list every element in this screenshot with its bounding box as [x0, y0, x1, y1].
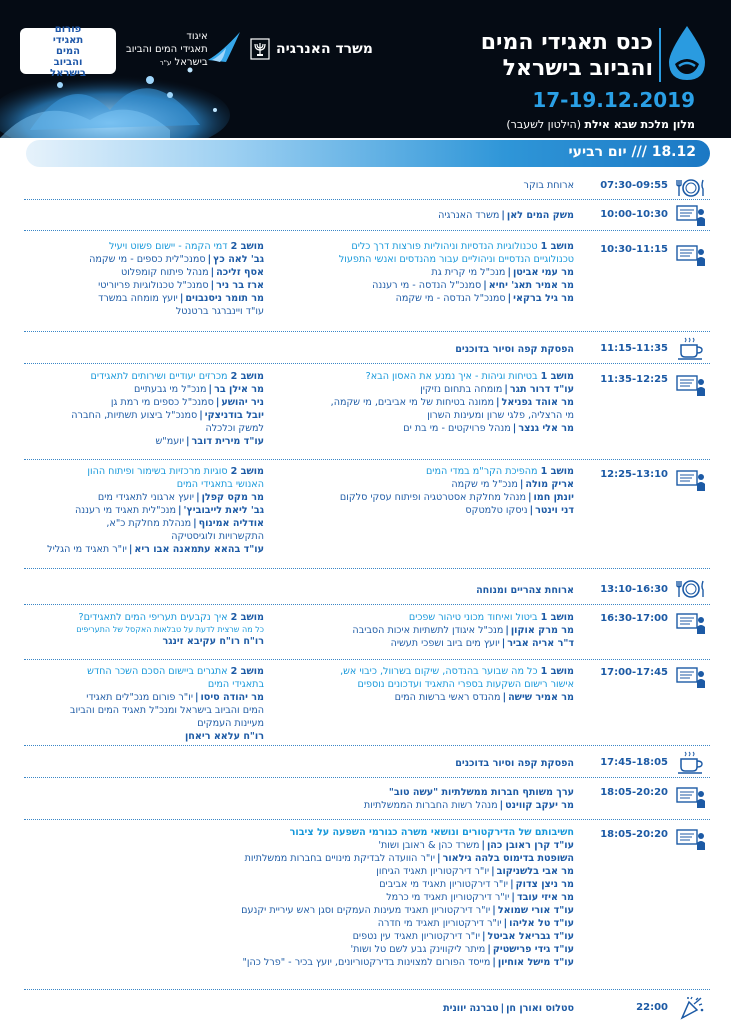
session-topic: סוגיות מרכזיות בשימור ופיתוח ההון	[87, 466, 228, 477]
session-topic: אישור רישום השקעות בספרי התאגיד ועדכונים נוספים	[357, 679, 574, 690]
time-slot: 10:30-11:15	[600, 244, 668, 255]
speaker-name: ד"ר אריה אביר	[507, 638, 574, 649]
schedule-row	[24, 608, 710, 658]
schedule-row	[24, 368, 710, 458]
event-title: סטלוס ואורן חן	[506, 1003, 574, 1014]
schedule-row	[24, 238, 710, 330]
speaker-name: מר אילן בר	[214, 384, 264, 395]
speaker-role: מנהלת מחלקת כ"א,	[106, 518, 192, 529]
speaker-role: מנהל פיתוח קומפלוט	[120, 267, 209, 278]
speaker-name: דני וינטר	[535, 505, 574, 516]
row-divider	[24, 363, 710, 364]
lecture-icon	[676, 204, 706, 228]
day-name: יום רביעי	[568, 144, 627, 160]
speaker-role: ממונה בטיחות של מי אביבים, מי שקמה,	[330, 397, 495, 408]
row-divider	[24, 568, 710, 569]
speaker-name: גב' ליאת לייבוביץ'	[183, 505, 264, 516]
session-topic: טכנולוגיים הנדסיים וניהוליים עבור מהנדסים ואנשי התפעול	[338, 254, 574, 265]
row-divider	[24, 459, 710, 460]
venue-note: (הילטון לשעבר)	[506, 118, 581, 131]
session-1-block: מושב 1 מהפיכת הקר"מ במדי המים אריק מולה|מנכ"ל מי שקמה יונתן חמו|מנהל מחלקת אסטרטגיה ופיתוח עסקי סלקום דני וינטר|ניסקו טלמטקס	[339, 466, 574, 516]
speaker-role: יועמ"ש	[155, 436, 184, 447]
speaker-role: עו"ד ויינברגר ברטנטל	[175, 306, 264, 317]
speaker-name: מר אמיר שישה	[508, 692, 574, 703]
time-slot: 12:25-13:10	[600, 469, 668, 480]
speaker-role: מנהל מחלקת אסטרטגיה ופיתוח עסקי סלקום	[339, 492, 526, 503]
speaker-role: מהנדס ראשי ברשות המים	[394, 692, 501, 703]
speaker-name: עו"ד טל אליהו	[509, 918, 574, 929]
session-number: מושב 1	[540, 612, 574, 623]
agenda-item: ארוחת בוקר	[523, 180, 574, 191]
day-header-bar	[26, 140, 710, 167]
schedule-row: 18:05-20:20 ערך משותף חברות ממשלתיות "עשה טוב" מר יעקב קווינט|מנהל רשות החברות הממשלתיות	[24, 782, 710, 818]
speaker-name: מר יעקב קווינט	[505, 800, 574, 811]
bird-logo-icon	[206, 30, 242, 64]
speaker-role: סמנכ"ל הנדסה - מי רעננה	[372, 280, 482, 291]
panel-speaker: עו"ד מישל אוחיון|מייסד הפורום למצוינות בדירקטוריונים, יועץ בכיר - "פרל כהן"	[242, 957, 574, 968]
session-2-block: מושב 2 סוגיות מרכזיות בשימור ופיתוח ההון האנושי בתאגידי המים מר מקס קפלן|יועץ ארגוני לתאגידי מים גב' ליאת לייבוביץ'|מנכ"לית תאגיד מי רעננה אודליה אמינוף|מנהלת מחלקת כ"א, התקשרויות ולוגיסטיקה עו"ד בהאא עתמאנה אבו ריא|יו"ר תאגיד מי הגליל	[24, 465, 264, 556]
row-divider	[24, 745, 710, 746]
speaker-name: עו"ד בהאא עתמאנה אבו ריא	[134, 544, 264, 555]
title-divider	[659, 28, 661, 82]
speaker-name: מר עמי אביטן	[512, 267, 574, 278]
schedule-row	[24, 824, 710, 988]
row-divider	[24, 230, 710, 231]
row-divider	[24, 659, 710, 660]
session-topic: האנושי בתאגידי המים	[176, 479, 264, 490]
venue	[506, 118, 695, 131]
time-slot: 11:15-11:35	[600, 343, 668, 354]
dining-icon	[676, 577, 706, 601]
speaker-role: יו"ר תאגיד מי הגליל	[47, 544, 127, 555]
speaker-role: יועץ ארגוני לתאגידי מים	[97, 492, 195, 503]
speaker-role: יו"ר דירקטוריון תאגיד מי כרמל	[386, 892, 510, 903]
speaker-role: מנהל רשות החברות הממשלתיות	[363, 800, 498, 811]
coffee-icon	[676, 750, 706, 774]
agenda-item: ארוחת צהריים ומנוחה	[476, 585, 574, 596]
panel-speaker: עו"ד גבריאל אביטל|יו"ר דירקטוריון תאגיד עין נטפים	[352, 931, 574, 942]
speaker-role: יועץ מומחה במשרד	[98, 293, 178, 304]
speaker-role: למשק וכלכלה	[205, 423, 264, 434]
session-topic: דמי הקמה - יישום פשוט ויעיל	[109, 241, 228, 252]
schedule-row	[24, 174, 710, 198]
lecture-icon	[676, 374, 706, 398]
speaker-name: מר איזי עובד	[516, 892, 574, 903]
speaker-role: מנכ"לית תאגיד מי רעננה	[75, 505, 176, 516]
conference-dates: 17-19.12.2019	[532, 88, 695, 112]
session-number: מושב 1	[540, 466, 574, 477]
time-slot: 10:00-10:30	[600, 209, 668, 220]
lecture-icon	[676, 612, 706, 636]
speaker-name: עו"ד מישל אוחיון	[497, 957, 574, 968]
party-icon	[676, 996, 706, 1020]
panel-speaker: מר אבי בלשניקוב|יו"ר דירקטוריון תאגיד הגיחון	[376, 866, 574, 877]
forum-logo-line: בישראל	[50, 67, 86, 79]
water-drop-logo-icon	[665, 24, 709, 82]
speaker-name: מר אבי בלשניקוב	[496, 866, 574, 877]
session-topic: טכנולוגיות הנדסיות וניהוליות פורצות דרך כלים	[351, 241, 538, 252]
speaker-name: מר יהודה סיסו	[200, 692, 264, 703]
session-number: מושב 1	[540, 666, 574, 677]
session-number: מושב 1	[540, 371, 574, 382]
conference-title	[481, 30, 653, 82]
schedule-row	[24, 463, 710, 567]
session-title: משק המים לאן	[506, 210, 574, 221]
speaker-role: סמנכ"לית כספים - מי שקמה	[89, 254, 206, 265]
session-speaker: משרד האנרגיה	[438, 210, 500, 221]
session-title: ערך משותף חברות ממשלתיות "עשה טוב"	[388, 787, 574, 798]
ministry-logo	[250, 38, 373, 60]
event-venue: טברנה יוונית	[443, 1003, 499, 1014]
speaker-name: ארז בר ניר	[216, 280, 264, 291]
speaker-role: מי הרצליה, פלגי שרון ומעינות השרון	[427, 410, 574, 421]
lecture-icon	[676, 786, 706, 810]
session-2-block: מושב 2 דמי הקמה - יישום פשוט ויעיל גב' לאה כץ|סמנכ"לית כספים - מי שקמה אסף זליכה|מנהל פיתוח קומפלוט ארז בר ניר|סמנכ"ל טכנולוגיות פריוריטי מר תומר ניסנבוים|יועץ מומחה במשרד עו"ד ויינברגר ברטנטל	[24, 240, 264, 318]
forum-logo-line: תאגידי	[52, 34, 84, 46]
session-note: כל מה שרצית לדעת על טבלאות האקסל של התעריפים	[76, 625, 264, 634]
menorah-emblem-icon	[250, 38, 270, 60]
speaker-name: רו"ח עלאא ריאחן	[185, 731, 264, 742]
time-slot: 13:10-16:30	[600, 584, 668, 595]
lecture-icon	[676, 469, 706, 493]
row-divider	[24, 777, 710, 778]
speaker-role: יועץ מים ביוב ושפכי תעשיה	[390, 638, 500, 649]
lecture-icon	[676, 666, 706, 690]
forum-logo	[20, 23, 116, 79]
speaker-role: מיתר ליקווינק גבע לשם טל ושות'	[350, 944, 486, 955]
speaker-name: עו"ד אורי שמואל	[497, 905, 574, 916]
speaker-name: יובל בודניצקי	[204, 410, 264, 421]
session-topic: אתגרים ביישום הסכם השכר החדש	[87, 666, 228, 677]
speaker-role: יו"ר דירקטוריון תאגיד מי חדרה	[377, 918, 502, 929]
session-number: מושב 2	[230, 666, 264, 677]
panel-block	[14, 826, 574, 969]
speaker-name: מר ניצן צדוק	[515, 879, 574, 890]
session-2-block	[24, 611, 264, 648]
ministry-name: משרד האנרגיה	[276, 41, 373, 57]
speaker-name: מר גיל ברקאי	[513, 293, 574, 304]
speaker-name: מר תומר ניסנבוים	[185, 293, 264, 304]
schedule-row	[24, 334, 710, 362]
speaker-name: אריק מולה	[525, 479, 574, 490]
panel-speaker: מר איזי עובד|יו"ר דירקטוריון תאגיד מי כרמל	[386, 892, 574, 903]
session-topic: מהפיכת הקר"מ במדי המים	[425, 466, 538, 477]
time-slot: 16:30-17:00	[600, 613, 668, 624]
venue-name: מלון מלכת שבא אילת	[584, 118, 695, 131]
speaker-name: עו"ד גידי פרישטיק	[492, 944, 574, 955]
session-1-block: מושב 1 כל מה שבוער בהנדסה, שיקום בשרוול, כיבוי אש, אישור רישום השקעות בספרי התאגיד ועדכונים נוספים מר אמיר שישה|מהנדס ראשי ברשות המים	[264, 665, 574, 704]
speaker-name: מר אמיר תאג' יחיא	[488, 280, 574, 291]
speaker-name: רו"ח רו"ח עקיבא זינגר	[162, 636, 264, 647]
union-line: תאגידי המים והביוב	[126, 44, 208, 55]
speaker-role: יו"ר דירקטוריון תאגיד עין נטפים	[352, 931, 480, 942]
union-suffix: ע"ר	[159, 59, 172, 67]
speaker-role: יו"ר דירקטוריון תאגיד מעינות העמקים וסגן ראש עיריית יקנעם	[241, 905, 491, 916]
schedule-row	[24, 575, 710, 603]
day-separator: ///	[631, 144, 647, 160]
union-text	[126, 30, 208, 70]
panel-speaker: עו"ד אורי שמואל|יו"ר דירקטוריון תאגיד מעינות העמקים וסגן ראש עיריית יקנעם	[241, 905, 574, 916]
speaker-role: מנכ"ל מי שקמה	[451, 479, 518, 490]
session-topic: בטיחות וגיהות - איך נמנע את האסון הבא?	[365, 371, 538, 382]
speaker-role: מנכ"ל מי גבעתיים	[134, 384, 207, 395]
time-slot: 17:45-18:05	[600, 757, 668, 768]
schedule-row	[24, 662, 710, 744]
panel-speaker: עו"ד טל אליהו|יו"ר דירקטוריון תאגיד מי חדרה	[377, 918, 574, 929]
schedule-row	[24, 748, 710, 776]
panel-speaker: השופטת בדימוס בלהה גילאור|יו"ר הוועדה לבדיקת מינויים בחברות ממשלתיות	[244, 853, 574, 864]
speaker-role: סמנכ"ל כספים מי רמת גן	[110, 397, 214, 408]
row-divider	[24, 989, 710, 990]
panel-speaker: עו"ד גידי פרישטיק|מיתר ליקווינק גבע לשם טל ושות'	[350, 944, 574, 955]
session-topic: איך נקבעים תעריפי המים לתאגידים?	[78, 612, 228, 623]
speaker-role: מייסד הפורום למצוינות בדירקטוריונים, יועץ בכיר - "פרל כהן"	[242, 957, 491, 968]
speaker-name: יונתן חמו	[533, 492, 574, 503]
dining-icon	[676, 176, 706, 200]
row-divider	[24, 199, 710, 200]
speaker-name: אסף זליכה	[216, 267, 264, 278]
speaker-name: מר אוהד גפניאל	[501, 397, 574, 408]
speaker-name: עו"ד דרור תגר	[509, 384, 574, 395]
session-topic: ביטול ואיחוד מכוני טיהור שפכים	[408, 612, 538, 623]
agenda-item: הפסקת קפה וסיור בדוכנים	[455, 344, 574, 355]
speaker-role: משרד כהן & ראובן ושות'	[378, 840, 480, 851]
forum-logo-line: פורום	[54, 23, 82, 35]
union-line: בישראל	[174, 57, 208, 68]
union-line: איגוד	[186, 31, 208, 42]
time-slot: 07:30-09:55	[600, 180, 668, 191]
lecture-icon	[676, 828, 706, 852]
speaker-role: מומחה בתחום נזיקין	[420, 384, 503, 395]
panel-speaker: מר ניצן צדוק|יו"ר דירקטוריון תאגיד מי אביבים	[379, 879, 574, 890]
speaker-role: מעיינות העמקים	[197, 718, 264, 729]
speaker-role: יו"ר פורום מנכ"לים תאגידי	[86, 692, 193, 703]
time-slot: 17:00-17:45	[600, 667, 668, 678]
header-banner	[0, 0, 731, 138]
schedule-row: 10:00-10:30 משק המים לאן|משרד האנרגיה	[24, 203, 710, 229]
speaker-name: מר אלי גנצר	[518, 423, 574, 434]
speaker-name: מר מקס קפלן	[201, 492, 264, 503]
session-2-block: מושב 2 אתגרים ביישום הסכם השכר החדש בתאגידי המים מר יהודה סיסו|יו"ר פורום מנכ"לים תאגידי המים והביוב בישראל ומנכ"ל תאגיד המים והביוב מעיינות העמקים רו"ח עלאא ריאחן	[24, 665, 264, 743]
speaker-role: יו"ר דירקטוריון תאגיד הגיחון	[376, 866, 490, 877]
speaker-name: עו"ד מירית דובר	[191, 436, 264, 447]
row-divider	[24, 819, 710, 820]
session-1-block: מושב 1 בטיחות וגיהות - איך נמנע את האסון הבא? עו"ד דרור תגר|מומחה בתחום נזיקין מר אוהד גפניאל|ממונה בטיחות של מי אביבים, מי שקמה, מי הרצליה, פלגי שרון ומעינות השרון מר אלי גנצר|מנהל פרויקטים - מי בת ים	[264, 370, 574, 435]
schedule-row: 22:00 סטלוס ואורן חן|טברנה יוונית	[24, 994, 710, 1022]
speaker-role: יו"ר דירקטוריון תאגיד מי אביבים	[379, 879, 509, 890]
session-1-block: מושב 1 טכנולוגיות הנדסיות וניהוליות פורצות דרך כלים טכנולוגיים הנדסיים וניהוליים עבור מהנדסים ואנשי התפעול מר עמי אביטן|מנכ"ל מי קרית גת מר אמיר תאג' יחיא|סמנכ"ל הנדסה - מי רעננה מר גיל ברקאי|סמנכ"ל הנדסה - מי שקמה	[264, 240, 574, 305]
forum-logo-line: והביוב	[53, 56, 83, 68]
day-label	[569, 144, 696, 160]
speaker-role: מנכ"ל איגודן לתשתיות איכות הסביבה	[352, 625, 504, 636]
speaker-name: אודליה אמינוף	[198, 518, 264, 529]
session-topic: כל מה שבוער בהנדסה, שיקום בשרוול, כיבוי אש,	[340, 666, 538, 677]
session-number: מושב 2	[230, 612, 264, 623]
forum-logo-line: המים	[56, 45, 81, 57]
speaker-name: עו"ד קרן ראובן כהן	[487, 840, 574, 851]
speaker-name: מר מרק אוקון	[510, 625, 574, 636]
time-slot: 11:35-12:25	[600, 374, 668, 385]
conference-title-line: והביוב בישראל	[502, 56, 653, 81]
speaker-role: מנכ"ל מי קרית גת	[431, 267, 506, 278]
session-title: חשיבותם של הדירקטורים ונושאי משרה כגורמי השפעה על ציבור	[289, 827, 574, 838]
time-slot: 18:05-20:20	[600, 787, 668, 798]
row-divider	[24, 331, 710, 332]
session-number: מושב 2	[230, 466, 264, 477]
speaker-role: ניסקו טלמטקס	[465, 505, 528, 516]
speaker-role: סמנכ"ל ביצוע תשתיות, החברה	[71, 410, 198, 421]
speaker-role: יו"ר הוועדה לבדיקת מינויים בחברות ממשלתיות	[244, 853, 436, 864]
time-slot: 22:00	[636, 1002, 668, 1013]
speaker-role: סמנכ"ל הנדסה - מי שקמה	[395, 293, 506, 304]
session-number: מושב 2	[230, 241, 264, 252]
speaker-role: המים והביוב בישראל ומנכ"ל תאגיד המים והביוב	[69, 705, 264, 716]
day-date: 18.12	[651, 144, 696, 160]
speaker-name: עו"ד גבריאל אביטל	[487, 931, 574, 942]
speaker-role: התקשרויות ולוגיסטיקה	[171, 531, 264, 542]
speaker-name: גב' לאה כץ	[213, 254, 264, 265]
session-2-block: מושב 2 מכרזים יעודיים ושירותים לתאגידים מר אילן בר|מנכ"ל מי גבעתיים ניר יהושע|סמנכ"ל כספים מי רמת גן יובל בודניצקי|סמנכ"ל ביצוע תשתיות, החברה למשק וכלכלה עו"ד מירית דובר|יועמ"ש	[24, 370, 264, 448]
session-number: מושב 2	[230, 371, 264, 382]
coffee-icon	[676, 336, 706, 360]
speaker-name: ניר יהושע	[221, 397, 264, 408]
lecture-icon	[676, 244, 706, 268]
session-topic: מכרזים יעודיים ושירותים לתאגידים	[90, 371, 228, 382]
speaker-name: השופטת בדימוס בלהה גילאור	[442, 853, 574, 864]
session-1-block: מושב 1 ביטול ואיחוד מכוני טיהור שפכים מר מרק אוקון|מנכ"ל איגודן לתשתיות איכות הסביבה ד"ר אריה אביר|יועץ מים ביוב ושפכי תעשיה	[352, 612, 574, 649]
row-divider	[24, 604, 710, 605]
panel-speaker: עו"ד קרן ראובן כהן|משרד כהן & ראובן ושות'	[378, 840, 574, 851]
conference-title-line: כנס תאגידי המים	[480, 30, 653, 55]
time-slot: 18:05-20:20	[600, 829, 668, 840]
speaker-role: מנהל פרויקטים - מי בת ים	[403, 423, 511, 434]
session-number: מושב 1	[540, 241, 574, 252]
speaker-role: סמנכ"ל טכנולוגיות פריוריטי	[98, 280, 209, 291]
agenda-item: הפסקת קפה וסיור בדוכנים	[455, 758, 574, 769]
session-topic: בתאגידי המים	[207, 679, 264, 690]
